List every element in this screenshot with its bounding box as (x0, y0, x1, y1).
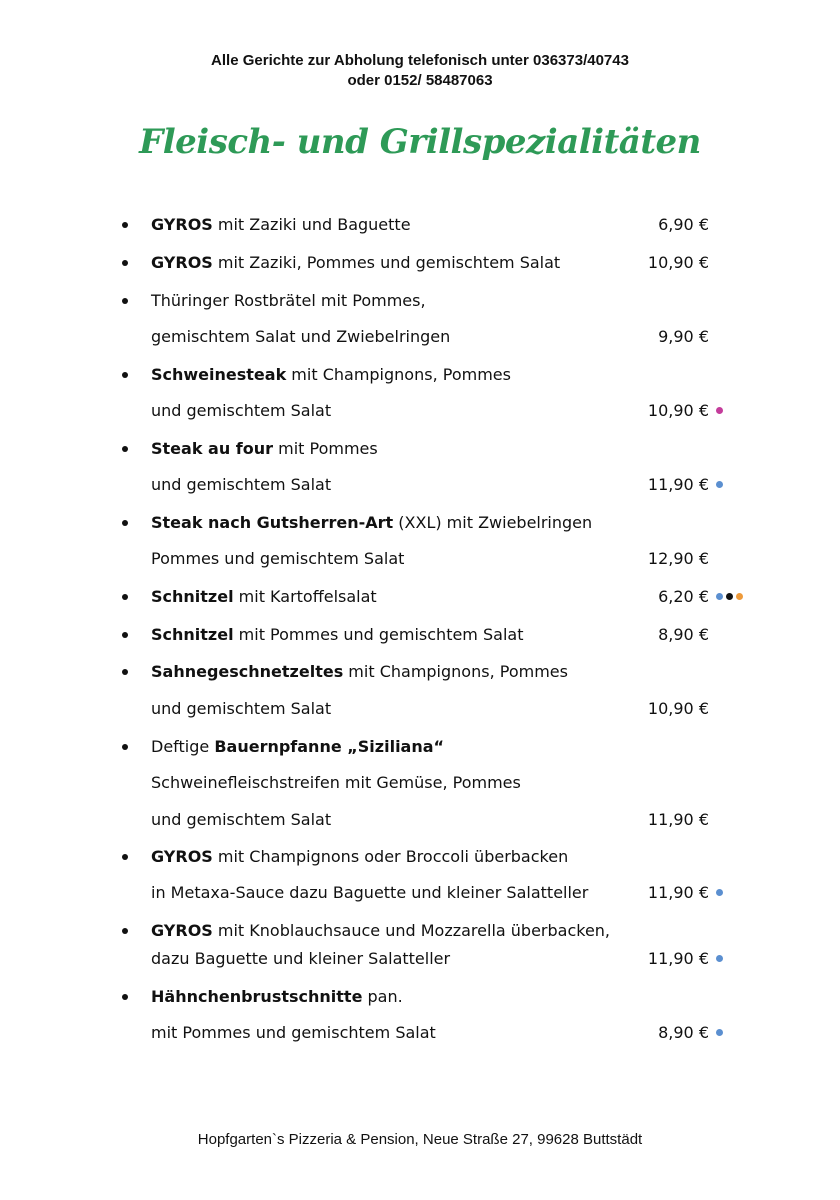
menu-line (0, 1021, 840, 1045)
dish-price: 10,90 € (647, 699, 709, 718)
dish-details: mit Pommes und gemischtem Salat (233, 625, 524, 644)
bullet-icon (122, 744, 128, 750)
dish-name: Sahnegeschnetzeltes (151, 662, 344, 681)
footer-address: Hopfgarten`s Pizzeria & Pension, Neue Straße 27, 99628 Buttstädt (197, 1131, 643, 1148)
dish-details: Pommes und gemischtem Salat (151, 549, 405, 568)
menu-line (0, 473, 840, 497)
menu-line (0, 919, 840, 943)
menu-line (0, 881, 840, 905)
allergen-markers (716, 1029, 723, 1037)
dish-description (151, 251, 560, 275)
bullet-icon (122, 632, 128, 638)
dish-price: 6,20 € (658, 587, 709, 606)
dish-description (151, 919, 610, 943)
dish-details: mit Champignons, Pommes (286, 365, 511, 384)
menu-line (0, 660, 840, 684)
dish-details: dazu Baguette und kleiner Salatteller (151, 949, 451, 968)
dish-price: 9,90 € (658, 327, 709, 346)
dish-price: 10,90 € (647, 401, 709, 420)
allergen-markers (716, 481, 723, 489)
menu-line (0, 771, 840, 795)
dish-details: mit Kartoffelsalat (233, 587, 377, 606)
bullet-icon (122, 854, 128, 860)
allergen-markers (716, 955, 723, 963)
menu-line (0, 213, 840, 237)
dish-price: 8,90 € (658, 625, 709, 644)
bullet-icon (122, 298, 128, 304)
dish-description (151, 437, 378, 461)
menu-line (0, 735, 840, 759)
dish-name: GYROS (151, 847, 213, 866)
dot-blue-icon (716, 1029, 723, 1036)
bullet-icon (122, 260, 128, 266)
dish-description (151, 399, 331, 423)
dish-name: GYROS (151, 215, 213, 234)
dish-price: 6,90 € (658, 215, 709, 234)
dish-details: mit Pommes (273, 439, 378, 458)
dot-blue-icon (716, 593, 723, 600)
dish-details: und gemischtem Salat (151, 699, 332, 718)
dish-details: und gemischtem Salat (151, 401, 332, 420)
bullet-icon (122, 372, 128, 378)
dish-description (151, 585, 377, 609)
dish-price: 8,90 € (658, 1023, 709, 1042)
dish-details: mit Zaziki und Baguette (212, 215, 411, 234)
dish-details: in Metaxa-Sauce dazu Baguette und kleiner Salatteller (151, 883, 589, 902)
dish-description (151, 623, 523, 647)
dish-name: Steak au four (151, 439, 274, 458)
dish-description (151, 660, 568, 684)
dish-details: gemischtem Salat und Zwiebelringen (151, 327, 451, 346)
dish-details: mit Champignons oder Broccoli überbacken (212, 847, 569, 866)
order-info-line-1: Alle Gerichte zur Abholung telefonisch unter 036373/40743 (211, 52, 629, 69)
bullet-icon (122, 594, 128, 600)
dot-pink-icon (716, 407, 723, 414)
dish-name: Schnitzel (151, 587, 234, 606)
dot-orange-icon (736, 593, 743, 600)
dish-name: Schweinesteak (151, 365, 287, 384)
dish-description (151, 845, 568, 869)
menu-line (0, 947, 840, 971)
menu-line (0, 585, 840, 609)
dish-description (151, 697, 331, 721)
dish-description (151, 473, 331, 497)
bullet-icon (122, 446, 128, 452)
menu-line (0, 511, 840, 535)
menu-line (0, 547, 840, 571)
menu-line (0, 399, 840, 423)
dish-name: GYROS (151, 921, 213, 940)
dot-blue-icon (716, 481, 723, 488)
menu-line (0, 289, 840, 313)
bullet-icon (122, 669, 128, 675)
bullet-icon (122, 520, 128, 526)
dish-description (151, 325, 450, 349)
bullet-icon (122, 928, 128, 934)
dish-price: 12,90 € (647, 549, 709, 568)
dish-description (151, 808, 331, 832)
dish-details: (XXL) mit Zwiebelringen (393, 513, 593, 532)
dish-details: mit Champignons, Pommes (343, 662, 568, 681)
dish-description (151, 547, 404, 571)
dish-details: Thüringer Rostbrätel mit Pommes, (151, 291, 426, 310)
dish-details: Schweinefleischstreifen mit Gemüse, Pommes (151, 773, 521, 792)
dish-price: 11,90 € (647, 949, 709, 968)
dish-details: Deftige (151, 737, 215, 756)
allergen-markers (716, 889, 723, 897)
dish-price: 11,90 € (647, 810, 709, 829)
order-info-line-2: oder 0152/ 58487063 (347, 72, 493, 89)
dish-description (151, 511, 592, 535)
allergen-markers (716, 407, 723, 415)
menu-line (0, 251, 840, 275)
dish-details: mit Pommes und gemischtem Salat (151, 1023, 436, 1042)
dish-description (151, 1021, 436, 1045)
menu-line (0, 985, 840, 1009)
allergen-markers (716, 593, 743, 601)
menu-line (0, 325, 840, 349)
menu-line (0, 623, 840, 647)
dish-price: 11,90 € (647, 883, 709, 902)
menu-line (0, 808, 840, 832)
menu-line (0, 363, 840, 387)
dish-description (151, 771, 521, 795)
dish-description (151, 289, 426, 313)
dish-name: Hähnchenbrustschnitte (151, 987, 363, 1006)
dot-blue-icon (716, 889, 723, 896)
dish-details: und gemischtem Salat (151, 475, 332, 494)
page-title: Fleisch- und Grillspezialitäten (139, 122, 701, 162)
dish-details: mit Knoblauchsauce und Mozzarella überbacken, (212, 921, 611, 940)
dish-details: mit Zaziki, Pommes und gemischtem Salat (212, 253, 561, 272)
bullet-icon (122, 994, 128, 1000)
dish-description (151, 881, 588, 905)
dish-description (151, 985, 403, 1009)
dish-details: und gemischtem Salat (151, 810, 332, 829)
dish-name: Schnitzel (151, 625, 234, 644)
dish-description (151, 363, 511, 387)
dish-price: 11,90 € (647, 475, 709, 494)
dish-price: 10,90 € (647, 253, 709, 272)
dot-black-icon (726, 593, 733, 600)
dish-name: Bauernpfanne „Siziliana“ (214, 737, 445, 756)
bullet-icon (122, 222, 128, 228)
dish-description (151, 213, 411, 237)
dish-name: GYROS (151, 253, 213, 272)
dot-blue-icon (716, 955, 723, 962)
menu-line (0, 697, 840, 721)
dish-details: pan. (362, 987, 403, 1006)
dish-name: Steak nach Gutsherren-Art (151, 513, 394, 532)
menu-line (0, 437, 840, 461)
menu-line (0, 845, 840, 869)
dish-description (151, 947, 450, 971)
dish-description (151, 735, 444, 759)
